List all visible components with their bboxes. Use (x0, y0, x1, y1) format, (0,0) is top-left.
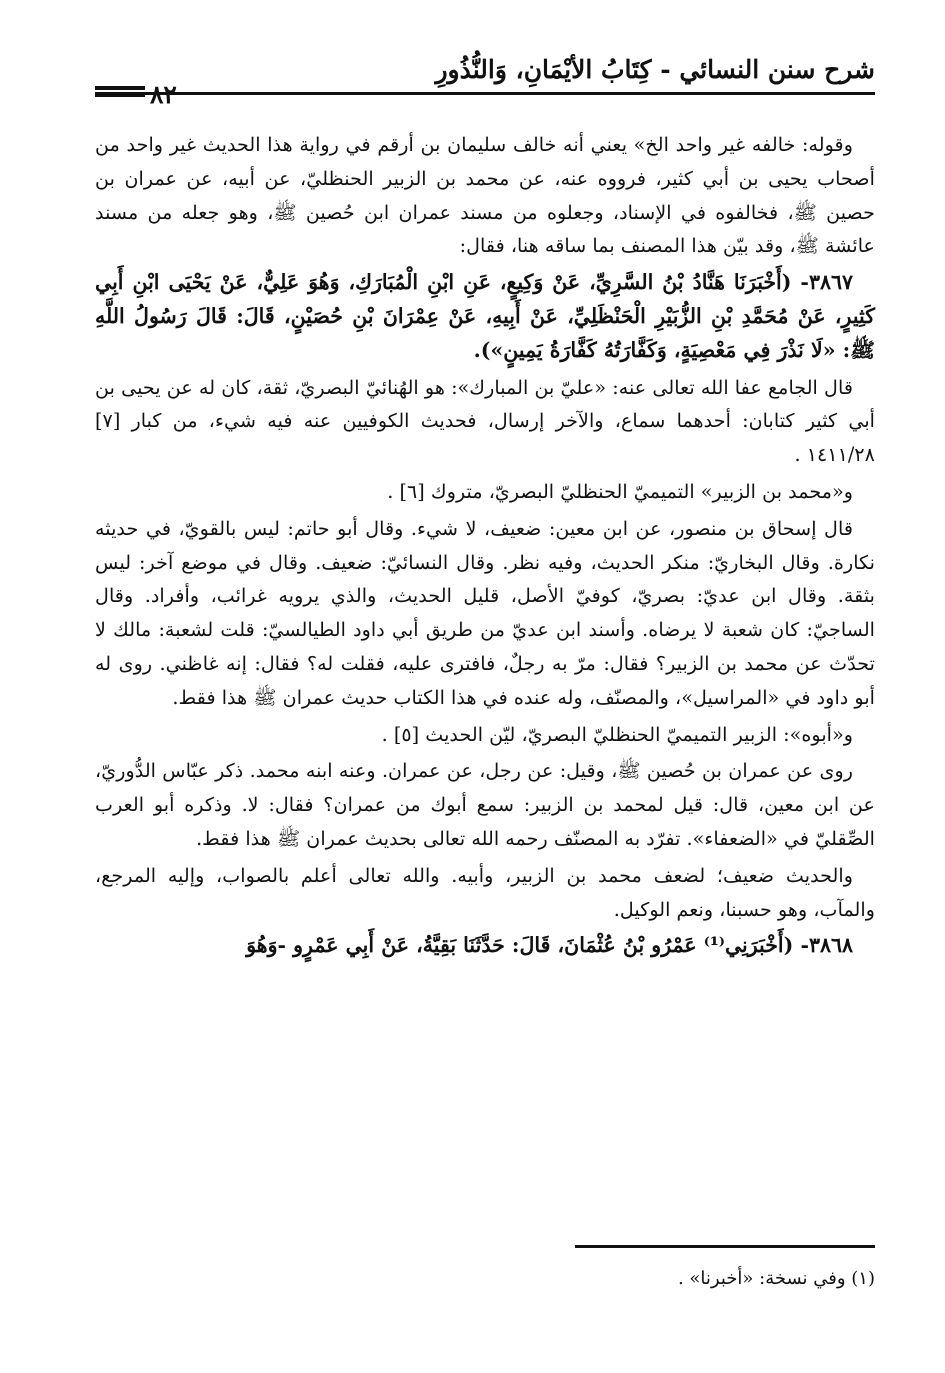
paragraph-commentary: قال الجامع عفا الله تعالى عنه: «عليّ بن المبارك»: هو الهُنائيّ البصريّ، ثقة، كان له عن يحيى بن أبي كثير كتابان: أحدهما سماع، والآخر إرسال، فحديث الكوفيين عنه فيه شيء، من كبار [٧] ١٤١١/٢٨ . (95, 375, 875, 467)
paragraph-ruling: والحديث ضعيف؛ لضعف محمد بن الزبير، وأبيه. والله تعالى أعلم بالصواب، وإليه المرجع، والمآب، وهو حسبنا، ونعم الوكيل. (95, 863, 875, 921)
running-title: شرح سنن النسائي - كِتَابُ الأيْمَانِ، وَالنُّذُورِ (435, 55, 875, 84)
page-header (95, 55, 875, 95)
paragraph-intro: وقوله: خالفه غير واحد الخ» يعني أنه خالف سليمان بن أرقم في رواية هذا الحديث غير واحد من أصحاب يحيى بن أبي كثير، فرووه عنه، عن محمد بن الزبير الحنظليّ، عن أبيه، عن عمران بن حصين ﷺ، فخالفوه في الإسناد، وجعلوه من مسند عمران ابن حُصين ﷺ، وهو جعله من مسند عائشة ﷺ، وقد بيّن هذا المصنف بما ساقه هنا، فقال: (95, 133, 875, 258)
paragraph-riwaya: روى عن عمران بن حُصين ﷺ، وقيل: عن رجل، عن عمران. وعنه ابنه محمد. ذكر عبّاس الدُّوريّ، عن ابن معين، قال: قيل لمحمد بن الزبير: سمع أبوك من عمران؟ فقال: لا. وذكره أبو العرب الصِّقليّ في «الضعفاء». تفرّد به المصنّف رحمه الله تعالى بحديث عمران ﷺ هذا فقط. (95, 759, 875, 850)
header-rule (95, 92, 875, 95)
footnote-rule (575, 1245, 875, 1248)
hadith-3868: ٣٨٦٨- (أَخْبَرَنِي⁽¹⁾ عَمْرُو بْنُ عُثْمَانَ، قَالَ: حَدَّثَنَا بَقِيَّةُ، عَنْ أَبِي عَمْرٍو -وَهُوَ (246, 933, 853, 958)
page-number: ٨٢ (150, 80, 177, 109)
paragraph-critics: قال إسحاق بن منصور، عن ابن معين: ضعيف، لا شيء. وقال أبو حاتم: ليس بالقويّ، في حديثه نكارة. وقال البخاريّ: منكر الحديث، وفيه نظر. وقال النسائيّ: ضعيف. وقال في موضع آخر: ليس بثقة. وقال ابن عديّ: بصريّ، كوفيّ الأصل، قليل الحديث، والذي يرويه غرائب، وأفراد. وقال الساجيّ: كان شعبة لا يرضاه. وأسند ابن عديّ من طريق أبي داود الطيالسيّ: قلت لشعبة: مالك لا تحدّث عن محمد بن الزبير؟ فقال: مرّ به رجلٌ، فافترى عليه، فقلت له؟ فقال: إنه غاظني. روى له أبو داود في «المراسيل»، والمصنّف، وله عنده في هذا الكتاب حديث عمران ﷺ هذا فقط. (95, 516, 875, 709)
footnote: (١) وفي نسخة: «أخبرنا» . (677, 1268, 875, 1289)
body-text (95, 128, 875, 966)
paragraph-narrator-muhammad: و«محمد بن الزبير» التميميّ الحنظليّ البصريّ، متروك [٦] . (387, 479, 853, 503)
paragraph-narrator-father: و«أبوه»: الزبير التميميّ الحنظليّ البصريّ، ليّن الحديث [٥] . (381, 722, 853, 746)
page-number-ornament (95, 86, 145, 100)
hadith-3867: ٣٨٦٧- (أَخْبَرَنَا هَنَّادُ بْنُ السَّرِيِّ، عَنْ وَكِيعٍ، عَنِ ابْنِ الْمُبَارَكِ، وَهُوَ عَلِيٌّ، عَنْ يَحْيَى ابْنِ أَبِي كَثِيرٍ، عَنْ مُحَمَّدِ بْنِ الزُّبَيْرِ الْحَنْظَلِيِّ، عَنْ أَبِيهِ، عَنْ عِمْرَانَ بْنِ حُصَيْنٍ، قَالَ: قَالَ رَسُولُ اللَّهِ ﷺ: «لَا نَذْرَ فِي مَعْصِيَةٍ، وَكَفَّارَتُهُ كَفَّارَةُ يَمِينٍ»). (95, 270, 875, 362)
